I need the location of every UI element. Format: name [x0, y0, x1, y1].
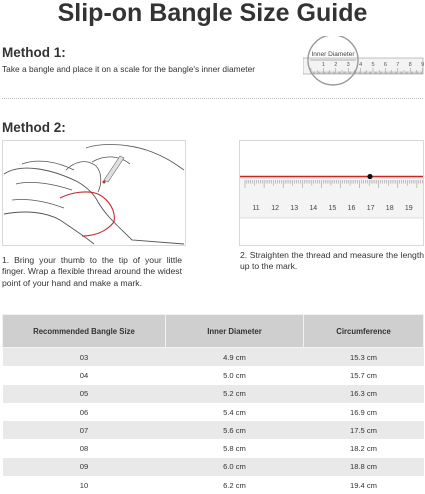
header-circumference: Circumference — [304, 315, 424, 348]
cell-circumference: 18.2 cm — [304, 439, 424, 457]
page-title: Slip-on Bangle Size Guide — [57, 0, 368, 27]
cell-inner-diameter: 6.0 cm — [166, 458, 304, 476]
ruler-number: 17 — [366, 205, 375, 212]
ruler-number: 9 — [421, 62, 425, 68]
ruler-number: 6 — [383, 62, 387, 68]
ruler-number: 16 — [347, 205, 356, 212]
cell-circumference: 19.4 cm — [304, 476, 424, 494]
thread-mark-dot — [367, 174, 372, 179]
ruler-number: 3 — [346, 62, 350, 68]
cell-circumference: 18.8 cm — [304, 458, 424, 476]
cell-circumference: 15.3 cm — [304, 348, 424, 367]
cell-bangle-size: 06 — [3, 403, 166, 421]
ruler-number: 8 — [408, 62, 412, 68]
table-header-row — [3, 315, 424, 348]
cell-circumference: 16.9 cm — [304, 403, 424, 421]
cell-inner-diameter: 6.2 cm — [166, 476, 304, 494]
bangle-ruler-illustration — [303, 36, 425, 92]
size-table — [2, 314, 424, 494]
inner-diameter-label: Inner Diameter — [311, 51, 355, 58]
cell-bangle-size: 08 — [3, 439, 166, 457]
thread-mark — [103, 181, 106, 184]
cell-inner-diameter: 5.0 cm — [166, 366, 304, 384]
table-row — [3, 476, 424, 494]
cell-bangle-size: 03 — [3, 348, 166, 367]
cell-inner-diameter: 5.8 cm — [166, 439, 304, 457]
hand-measuring-illustration — [2, 140, 186, 246]
header-bangle-size: Recommended Bangle Size — [3, 315, 166, 348]
ruler-number: 2 — [334, 62, 338, 68]
method2-step1: 1. Bring your thumb to the tip of your little finger. Wrap a flexible thread around the widest point of your hand and make a mark. — [2, 255, 182, 288]
ruler-number: 4 — [359, 62, 363, 68]
header-inner-diameter: Inner Diameter — [166, 315, 304, 348]
method2-step2: 2. Straighten the thread and measure the length up to the mark. — [240, 250, 424, 272]
section-divider — [2, 98, 423, 99]
ruler-number: 18 — [385, 205, 394, 212]
table-row — [3, 403, 424, 421]
table-row — [3, 421, 424, 439]
cell-inner-diameter: 4.9 cm — [166, 348, 304, 367]
cell-bangle-size: 04 — [3, 366, 166, 384]
cell-circumference: 15.7 cm — [304, 366, 424, 384]
cell-circumference: 17.5 cm — [304, 421, 424, 439]
cell-bangle-size: 07 — [3, 421, 166, 439]
ruler-number: 5 — [371, 62, 375, 68]
ruler-number: 14 — [309, 205, 318, 212]
table-row — [3, 385, 424, 403]
thread-ruler-illustration — [239, 140, 424, 246]
cell-inner-diameter: 5.6 cm — [166, 421, 304, 439]
ruler-number: 7 — [396, 62, 400, 68]
ruler-number: 15 — [328, 205, 337, 212]
ruler-number: 1 — [321, 62, 325, 68]
method2-heading: Method 2: — [2, 120, 66, 135]
table-row — [3, 458, 424, 476]
ruler-number: 12 — [271, 205, 279, 212]
method1-heading: Method 1: — [2, 45, 66, 60]
ruler-number: 19 — [404, 205, 413, 212]
cell-bangle-size: 05 — [3, 385, 166, 403]
table-row — [3, 366, 424, 384]
ruler-number: 13 — [290, 205, 299, 212]
cell-circumference: 16.3 cm — [304, 385, 424, 403]
cell-inner-diameter: 5.4 cm — [166, 403, 304, 421]
cell-inner-diameter: 5.2 cm — [166, 385, 304, 403]
method1-description: Take a bangle and place it on a scale for the bangle's inner diameter — [2, 64, 256, 74]
table-row — [3, 439, 424, 457]
table-row — [3, 348, 424, 367]
cell-bangle-size: 10 — [3, 476, 166, 494]
cell-bangle-size: 09 — [3, 458, 166, 476]
ruler-number: 11 — [252, 205, 260, 212]
